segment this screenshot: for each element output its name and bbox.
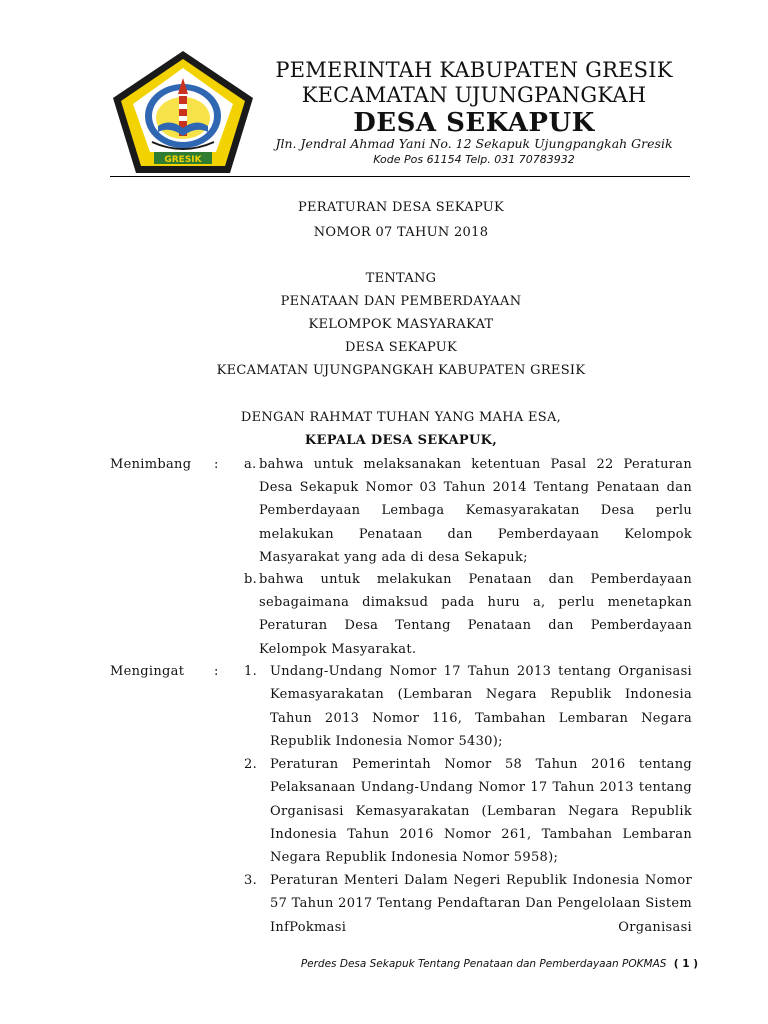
preamble-rahmat: DENGAN RAHMAT TUHAN YANG MAHA ESA, <box>240 410 562 425</box>
menimbang-b-first-line: bahwa untuk melakukan Penataan dan Pemberdayaan <box>259 572 692 587</box>
menimbang-a-first-line: bahwa untuk melaksanakan ketentuan Pasal 22 Peraturan <box>259 457 692 472</box>
mengingat-colon: : <box>214 664 219 679</box>
mengingat-1-marker: 1. <box>244 664 258 679</box>
menimbang-colon: : <box>214 457 219 472</box>
header-divider <box>110 176 690 177</box>
header-address: Jln. Jendral Ahmad Yani No. 12 Sekapuk Ujungpangkah Gresik <box>275 136 673 151</box>
menimbang-a-text: Desa Sekapuk Nomor 03 Tahun 2014 Tentang Penataan dan Pemberdayaan Lembaga Kemasyarakatan Desa perlu melakukan Penataan dan Pemberdayaan Kelompok Masyarakat yang ada di desa Sekapuk; <box>259 480 692 565</box>
mengingat-3-marker: 3. <box>244 873 258 888</box>
subject-line-1: PENATAAN DAN PEMBERDAYAAN <box>280 294 522 309</box>
menimbang-b-text: sebagaimana dimaksud pada huru a, perlu menetapkan Peraturan Desa Tentang Penataan dan Pemberdayaan Kelompok Masyarakat. <box>259 595 692 657</box>
preamble-kepala: KEPALA DESA SEKAPUK, <box>304 433 498 448</box>
page-footer <box>300 958 698 970</box>
footer-text: Perdes Desa Sekapuk Tentang Penataan dan Pemberdayaan POKMAS <box>300 958 667 970</box>
menimbang-b-marker: b. <box>244 572 258 587</box>
mengingat-label: Mengingat <box>110 664 185 679</box>
page-number: ( 1 ) <box>673 958 698 970</box>
mengingat-3-text: Peraturan Menteri Dalam Negeri Republik Indonesia Nomor 57 Tahun 2017 Tentang Pendaftaran Dan Pengelolaan Sistem InfPokmasi Organisasi <box>270 873 692 935</box>
header-contact: Kode Pos 61154 Telp. 031 70783932 <box>373 153 575 166</box>
regulation-title: PERATURAN DESA SEKAPUK <box>297 200 505 215</box>
subject-line-2: KELOMPOK MASYARAKAT <box>308 317 494 332</box>
header-government: PEMERINTAH KABUPATEN GRESIK <box>275 58 673 82</box>
tentang-heading: TENTANG <box>365 271 437 286</box>
gresik-regency-logo <box>108 48 258 178</box>
logo-gresik-text: GRESIK <box>164 155 202 165</box>
subject-line-4: KECAMATAN UJUNGPANGKAH KABUPATEN GRESIK <box>216 363 586 378</box>
mengingat-2-marker: 2. <box>244 757 258 772</box>
menimbang-a-marker: a. <box>244 457 257 472</box>
mengingat-2-text: Peraturan Pemerintah Nomor 58 Tahun 2016 tentang Pelaksanaan Undang-Undang Nomor 17 Tahun 2013 tentang Organisasi Kemasyarakatan (Lembaran Negara Republik Indonesia Tahun 2016 Nomor 261, Tambahan Lembaran Negara Republik Indonesia Nomor 5958); <box>270 757 692 866</box>
regulation-number: NOMOR 07 TAHUN 2018 <box>313 225 489 240</box>
header-district: KECAMATAN UJUNGPANGKAH <box>301 83 647 107</box>
mengingat-1-text: Undang-Undang Nomor 17 Tahun 2013 tentang Organisasi Kemasyarakatan (Lembaran Negara Republik Indonesia Tahun 2013 Nomor 116, Tambahan Lembaran Negara Republik Indonesia Nomor 5430); <box>270 664 692 749</box>
subject-line-3: DESA SEKAPUK <box>344 340 458 355</box>
header-village: DESA SEKAPUK <box>353 108 595 138</box>
menimbang-label: Menimbang <box>110 457 192 472</box>
